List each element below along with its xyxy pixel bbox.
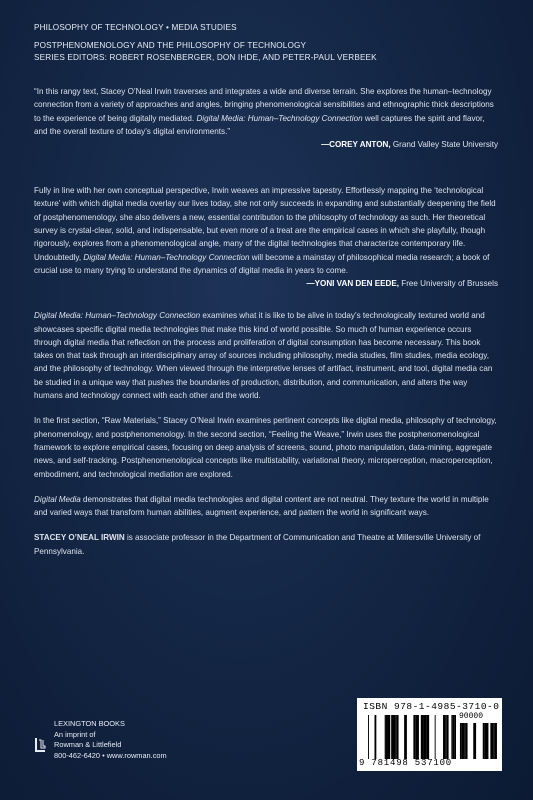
blurb-anton-text: “In this rangy text, Stacey O’Neal Irwin traverses and integrates a wide and diverse terrain. She explores the human–technology connection from a variety of approaches and angles, bringing phenomenological sensibilities and ethnographic thick descriptions to the experience of being digitally mediated. Digital Media: Human–Technology Connection well captures the spirit and flavor, and the overall texture of today’s digital environments.” [34, 87, 494, 136]
publisher-name: LEXINGTON BOOKS [54, 719, 125, 728]
description-paragraph-3: Digital Media demonstrates that digital media technologies and digital content are not neutral. They texture the world in multiple and varied ways that transform human abilities, augment experience, and pattern the world in significant ways. [34, 494, 489, 518]
series-name: POSTPHENOMENOLOGY AND THE PHILOSOPHY OF TECHNOLOGY [34, 41, 307, 50]
blurb-van-den-eede-attribution: —YONI VAN DEN EEDE, Free University of Brussels [306, 279, 498, 289]
isbn-barcode [357, 698, 502, 771]
price-addon-bars [459, 723, 497, 759]
series-editors: SERIES EDITORS: ROBERT ROSENBERGER, DON IHDE, AND PETER-PAUL VERBEEK [34, 53, 377, 62]
price-addon-digits: 90000 [459, 712, 484, 721]
blurb-van-den-eede-text: Fully in line with her own conceptual perspective, Irwin weaves an impressive tapestry. Effortlessly mapping the ‘technological texture’ with which digital media overlay our lives today, she not only succeeds in expanding and substantially deepening the field of postphenomenology, she also delivers a new, essential contribution to the philosophy of technology as such. Her theoretical survey is crystal-clear, solid, and indispensable, but even more of a treat are the empirical cases in which she playfully, though rigorously, explores from a phenomenological angle, many of the digital technologies that characterize contemporary life. Undoubtedly, Digital Media: Human–Technology Connection will become a mainstay of philosophical media research; a book of crucial use to many trying to understand the dynamics of digital media in years to come. [34, 186, 496, 275]
author-bio: STACEY O’NEAL IRWIN is associate professor in the Department of Communication and Theatre at Millersville University of Pennsylvania. [34, 533, 481, 556]
publisher-contact: 800-462-6420 • www.rowman.com [54, 750, 167, 760]
blurb-anton-attribution: —COREY ANTON, Grand Valley State University [321, 140, 498, 150]
isbn-number: ISBN 978-1-4985-3710-0 [363, 701, 500, 712]
back-cover-content [34, 22, 498, 558]
publisher-parent: Rowman & Littlefield [54, 740, 122, 750]
publisher-imprint-line: An imprint of [54, 729, 96, 739]
ean-barcode-bars [368, 715, 456, 759]
publisher-block [34, 719, 234, 761]
description-paragraph-1: Digital Media: Human–Technology Connection examines what it is like to be alive in today’s technologically textured world and showcases specific digital media technologies that make this kind of world possible. So much of human experience occurs through digital media that reflection on the process and proliferation of digital consumption has become necessary. This book takes on that task through an interdisciplinary array of sources including philosophy, media studies, film studies, media ecology, and the philosophy of technology. When viewed through the interpretive lenses of artifact, instrument, and tool, digital media can be studied in a unique way that pushes the boundaries of production, distribution, and communication, and alters the way humans and technology connect with each other and the world. [34, 311, 493, 401]
blurb-anton [34, 85, 498, 151]
blurb-van-den-eede [34, 184, 498, 290]
lexington-logo-icon [34, 737, 46, 753]
series-subject-line: PHILOSOPHY OF TECHNOLOGY • MEDIA STUDIES [34, 23, 237, 32]
publisher-text [54, 719, 234, 761]
ean-digits: 9 781498 537100 [359, 758, 453, 768]
book-description [34, 309, 498, 519]
description-paragraph-2: In the first section, “Raw Materials,” Stacey O’Neal Irwin examines pertinent concepts like digital media, philosophy of technology, phenomenology, and postphenomenology. In the second section, “Feeling the Weave,” Irwin uses the postphenomenological framework to explore empirical cases, focusing on deep analysis of screens, sound, photo manipulation, data-mining, aggregate news, and self-tracking. Postphenomenological concepts like multistability, variational theory, microperception, macroperception, embodiment, and technological mediation are explored. [34, 416, 497, 479]
